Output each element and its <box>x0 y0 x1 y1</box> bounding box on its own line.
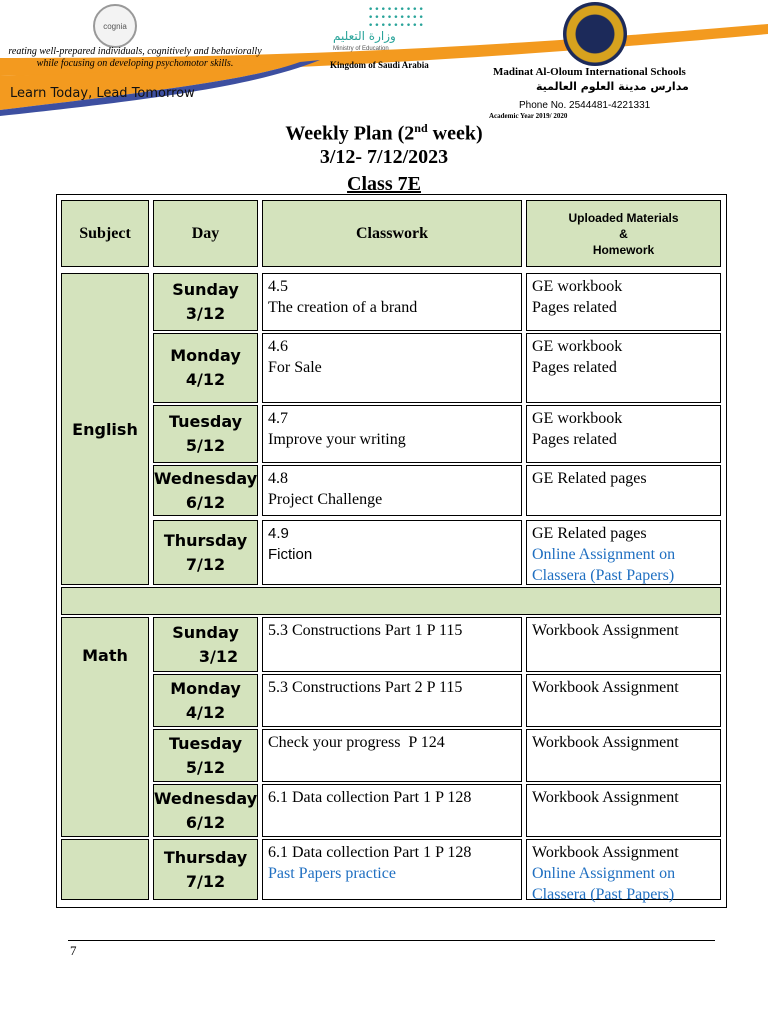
classwork-cell <box>262 784 522 837</box>
day-name: Monday <box>170 678 241 698</box>
plan-class: Class 7E <box>347 173 421 195</box>
cognia-logo-text: cognia <box>103 21 127 31</box>
day-date: 3/12 <box>185 304 226 323</box>
classwork-cell <box>262 729 522 782</box>
homework-cell <box>526 617 721 672</box>
homework-link[interactable]: Classera (Past Papers) <box>532 567 675 584</box>
section-divider <box>61 587 721 615</box>
day-date: 3/12 <box>198 646 239 666</box>
day-name: Wednesday <box>153 788 258 808</box>
day-name: Wednesday <box>153 468 258 488</box>
day-cell <box>153 333 258 403</box>
kingdom-name: Kingdom of Saudi Arabia <box>330 60 429 70</box>
homework-line: Workbook Assignment <box>532 734 679 751</box>
header-day: Day <box>153 200 258 267</box>
classwork-cell <box>262 674 522 727</box>
classwork-cell <box>262 273 522 331</box>
homework-line: Pages related <box>532 359 617 376</box>
classwork-line: 6.1 Data collection Part 1 P 128 <box>268 844 472 861</box>
homework-line: Pages related <box>532 299 617 316</box>
day-date: 4/12 <box>185 370 226 389</box>
homework-cell <box>526 273 721 331</box>
classwork-line: 6.1 Data collection Part 1 P 128 <box>268 789 472 806</box>
day-name: Sunday <box>172 280 239 299</box>
homework-cell <box>526 465 721 516</box>
ministry-name-arabic: وزارة التعليم <box>333 29 396 43</box>
day-date: 4/12 <box>185 702 226 722</box>
school-name-english: Madinat Al-Oloum International Schools <box>493 66 686 78</box>
day-cell <box>153 839 258 900</box>
day-date: 5/12 <box>185 436 226 455</box>
homework-link[interactable]: Classera (Past Papers) <box>532 886 675 903</box>
plan-title-text: Weekly Plan (2 <box>285 122 415 145</box>
classwork-line: 4.6 <box>268 338 288 355</box>
day-cell <box>153 405 258 463</box>
homework-line: GE workbook <box>532 338 623 355</box>
ministry-logo-icon: ••••••••• ••••••••• ••••••••• <box>368 5 425 31</box>
day-cell <box>153 617 258 672</box>
homework-cell <box>526 520 721 585</box>
day-name: Tuesday <box>168 733 243 753</box>
classwork-line: For Sale <box>268 359 322 376</box>
day-name: Monday <box>170 346 241 365</box>
plan-title <box>0 115 768 147</box>
homework-line: Workbook Assignment <box>532 789 679 806</box>
day-date: 5/12 <box>185 757 226 777</box>
classwork-line: 4.8 <box>268 470 288 487</box>
classwork-cell <box>262 617 522 672</box>
header-subject: Subject <box>61 200 149 267</box>
homework-line: GE workbook <box>532 278 623 295</box>
homework-line: GE Related pages <box>532 525 647 542</box>
subject-math: Math <box>61 617 149 837</box>
school-motto: reating well-prepared individuals, cognitively and behaviorally while focusing on developing psychomotor skills. <box>8 46 262 69</box>
classwork-line: 5.3 Constructions Part 1 P 115 <box>268 622 463 639</box>
homework-line: Workbook Assignment <box>532 844 679 861</box>
day-date: 6/12 <box>185 812 226 832</box>
day-name: Thursday <box>163 847 248 867</box>
day-cell <box>153 520 258 585</box>
day-name: Sunday <box>172 622 239 642</box>
day-cell <box>153 784 258 837</box>
school-name-arabic: مدارس مدينة العلوم العالمية <box>536 80 689 93</box>
day-name: Tuesday <box>168 412 243 431</box>
ministry-name-english: Ministry of Education <box>333 46 389 52</box>
day-name: Thursday <box>163 530 248 550</box>
day-date: 7/12 <box>185 554 226 574</box>
classwork-line: 4.9 <box>268 525 289 542</box>
homework-line: Pages related <box>532 431 617 448</box>
classwork-line: Project Challenge <box>268 491 383 508</box>
plan-title-superscript: nd <box>414 121 428 135</box>
classwork-cell <box>262 465 522 516</box>
page-number: 7 <box>70 943 77 958</box>
homework-line: Workbook Assignment <box>532 679 679 696</box>
academic-year: Academic Year 2019/ 2020 <box>489 112 568 120</box>
header-materials <box>526 200 721 267</box>
footer-rule <box>68 940 715 941</box>
subject-english: English <box>61 273 149 585</box>
classwork-cell <box>262 839 522 900</box>
plan-title-suffix: week) <box>427 122 483 145</box>
homework-cell <box>526 839 721 903</box>
day-cell <box>153 273 258 331</box>
classwork-line: 4.7 <box>268 410 288 427</box>
homework-cell <box>526 333 721 403</box>
header-classwork: Classwork <box>262 200 522 267</box>
homework-cell <box>526 405 721 463</box>
header-materials-line1: Uploaded Materials <box>568 210 679 225</box>
classwork-line: Check your progress P 124 <box>268 734 445 751</box>
plan-dates: 3/12- 7/12/2023 <box>319 146 449 168</box>
day-cell <box>153 674 258 727</box>
classwork-line: 5.3 Constructions Part 2 P 115 <box>268 679 463 696</box>
homework-cell <box>526 729 721 782</box>
day-date: 7/12 <box>185 871 226 891</box>
homework-line: GE workbook <box>532 410 623 427</box>
cognia-logo <box>93 4 137 48</box>
classwork-cell <box>262 333 522 403</box>
classwork-line: Fiction <box>268 546 313 563</box>
day-cell <box>153 465 258 516</box>
classwork-line: 4.5 <box>268 278 288 295</box>
homework-cell <box>526 674 721 727</box>
homework-line: GE Related pages <box>532 470 647 487</box>
classwork-line: Improve your writing <box>268 431 406 448</box>
classwork-link[interactable]: Past Papers practice <box>268 865 396 882</box>
day-cell <box>153 729 258 782</box>
classwork-cell <box>262 520 522 585</box>
school-seal-icon <box>563 2 627 66</box>
homework-link[interactable]: Online Assignment on <box>532 865 676 882</box>
classwork-line: The creation of a brand <box>268 299 418 316</box>
day-date: 6/12 <box>185 492 226 512</box>
homework-cell <box>526 784 721 837</box>
header-materials-line3: Homework <box>592 242 655 257</box>
subject-empty-cell <box>61 839 149 900</box>
homework-line: Workbook Assignment <box>532 622 679 639</box>
classwork-cell <box>262 405 522 463</box>
school-phone: Phone No. 2544481-4221331 <box>519 100 651 111</box>
header-materials-line2: & <box>619 226 628 241</box>
homework-link[interactable]: Online Assignment on <box>532 546 676 563</box>
school-tagline: Learn Today, Lead Tomorrow <box>10 86 195 101</box>
